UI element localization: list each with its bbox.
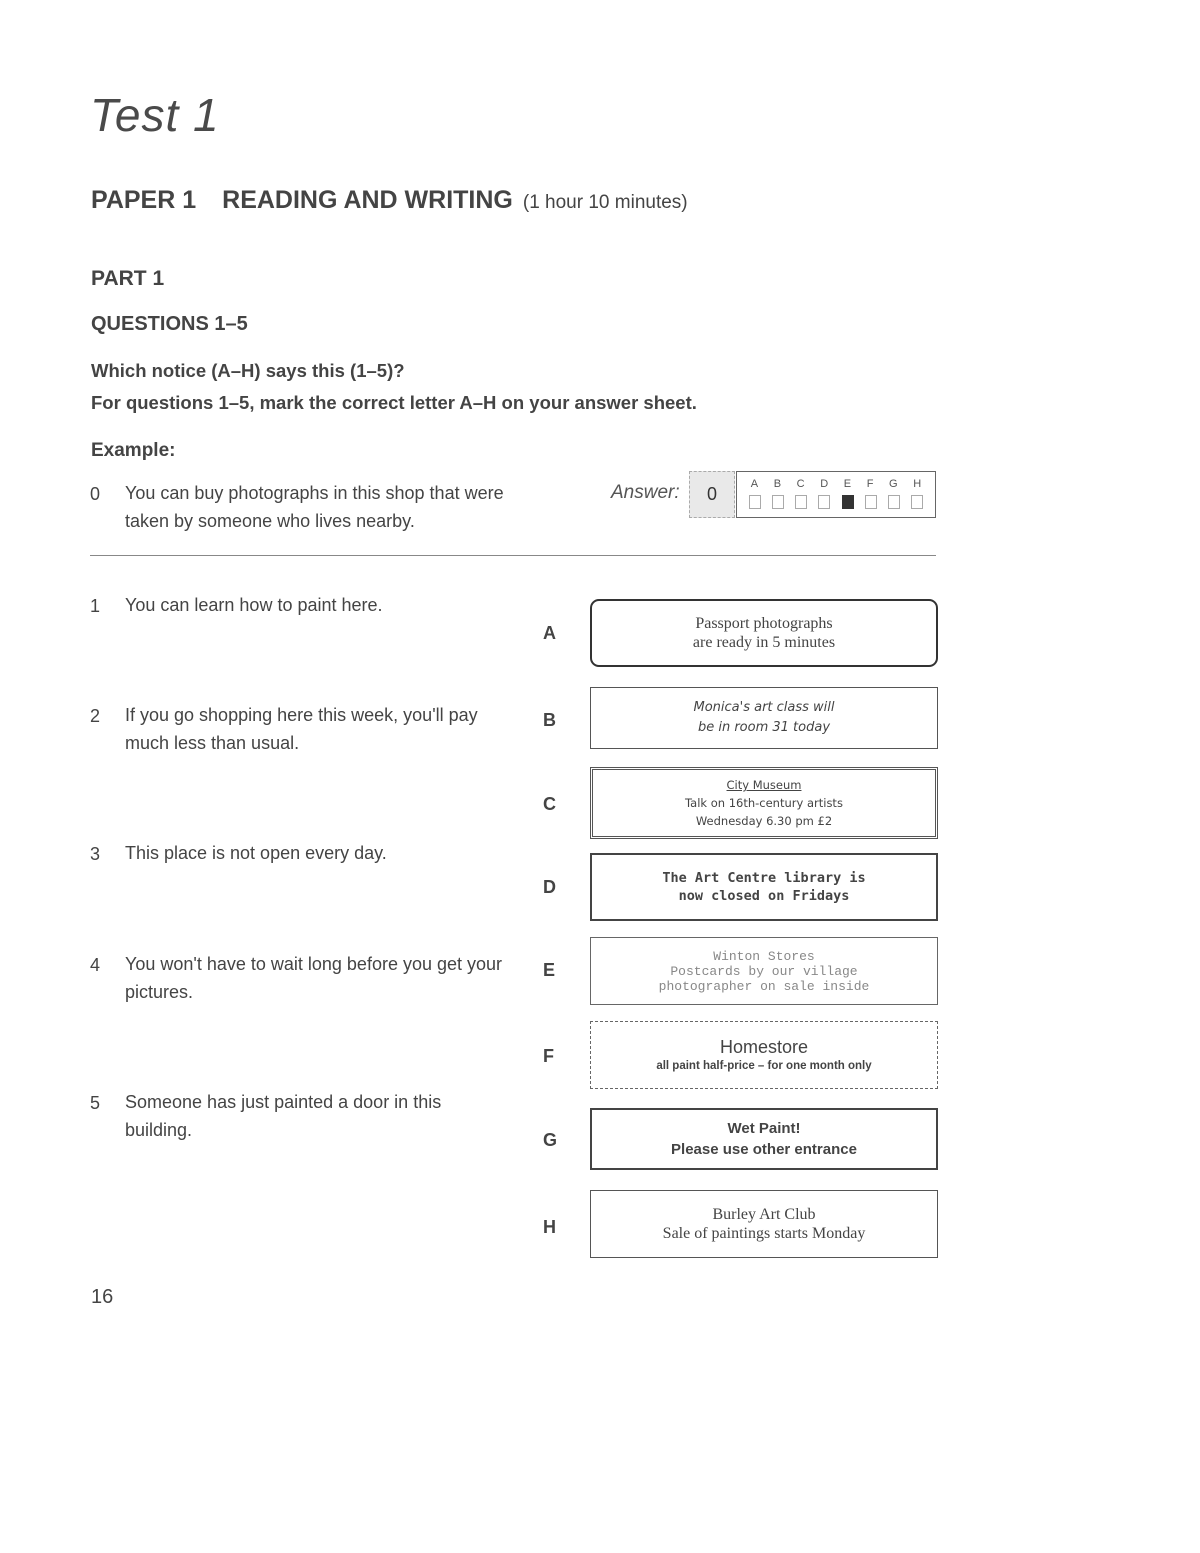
notice-letter-c: C — [543, 794, 556, 814]
answer-grid-letter-d: D — [820, 478, 829, 490]
answer-grid-letters — [737, 478, 935, 490]
notice-g-line-1: Wet Paint! — [727, 1120, 801, 1137]
question-text-5: Someone has just painted a door in this building. — [125, 1092, 442, 1140]
paper-heading — [91, 186, 688, 215]
answer-number-cell: 0 — [689, 471, 735, 518]
notice-a — [590, 599, 938, 667]
question-text-1: You can learn how to paint here. — [125, 595, 383, 615]
notice-e-line-3: photographer on sale inside — [658, 978, 870, 994]
example-number: 0 — [90, 484, 101, 504]
answer-grid-letter-g: G — [889, 478, 898, 490]
notice-e-line-2: Postcards by our village — [670, 963, 858, 979]
section-divider — [90, 555, 936, 556]
notice-b-line-1: Monica's art class will — [693, 700, 835, 715]
notice-letter-f: F — [543, 1046, 554, 1066]
paper-duration: (1 hour 10 minutes) — [522, 192, 688, 213]
answer-label: Answer: — [611, 482, 680, 503]
notice-g — [590, 1108, 938, 1170]
notice-d-line-1: The Art Centre library is — [662, 870, 866, 886]
notice-h-line-1: Burley Art Club — [712, 1206, 816, 1223]
answer-grid-box-e — [842, 495, 854, 509]
notice-d-line-2: now closed on Fridays — [678, 888, 850, 904]
example-label: Example: — [91, 440, 176, 461]
answer-grid-box-d — [818, 495, 830, 509]
notice-c-line-1: City Museum — [726, 778, 802, 792]
answer-grid-box-h — [911, 495, 923, 509]
notice-f-line-2: all paint half-price – for one month only — [656, 1060, 872, 1072]
answer-grid-box-a — [749, 495, 761, 509]
question-number-3: 3 — [90, 844, 101, 864]
question-text-2: If you go shopping here this week, you'll pay much less than usual. — [125, 705, 478, 753]
answer-grid-box-g — [888, 495, 900, 509]
notice-f — [590, 1021, 938, 1089]
answer-grid-box-c — [795, 495, 807, 509]
notice-e-line-1: Winton Stores — [713, 948, 815, 964]
notice-e — [590, 937, 938, 1005]
answer-grid-letter-e: E — [843, 478, 852, 490]
answer-grid-letter-h: H — [913, 478, 922, 490]
part-heading: PART 1 — [91, 267, 165, 290]
example-text: You can buy photographs in this shop that were taken by someone who lives nearby. — [125, 483, 504, 531]
questions-range-heading: QUESTIONS 1–5 — [91, 313, 248, 335]
notice-g-line-2: Please use other entrance — [671, 1141, 857, 1158]
notice-c-line-2: Talk on 16th-century artists — [685, 796, 843, 810]
instruction-line-1: Which notice (A–H) says this (1–5)? — [91, 360, 405, 381]
answer-grid-box-b — [772, 495, 784, 509]
notice-letter-a: A — [543, 623, 556, 643]
notice-h — [590, 1190, 938, 1258]
question-text-3: This place is not open every day. — [125, 843, 387, 863]
notice-c — [590, 767, 938, 839]
notice-letter-d: D — [543, 877, 556, 897]
notice-c-line-3: Wednesday 6.30 pm £2 — [695, 814, 833, 828]
answer-grid-letter-c: C — [796, 478, 805, 490]
notice-a-line-1: Passport photographs — [695, 615, 833, 632]
notice-b-line-2: be in room 31 today — [697, 720, 831, 735]
answer-grid-box-f — [865, 495, 877, 509]
test-title: Test 1 — [90, 89, 220, 141]
notice-d — [590, 853, 938, 921]
paper-title: READING AND WRITING — [222, 186, 513, 214]
answer-grid-letter-b: B — [773, 478, 782, 490]
question-text-4: You won't have to wait long before you get your pictures. — [125, 954, 503, 1002]
notice-h-line-2: Sale of paintings starts Monday — [662, 1225, 866, 1242]
question-number-2: 2 — [90, 706, 101, 726]
page-number: 16 — [91, 1286, 114, 1308]
paper-label: PAPER 1 — [91, 186, 197, 214]
notice-b — [590, 687, 938, 749]
answer-grid — [736, 471, 936, 518]
question-number-5: 5 — [90, 1093, 101, 1113]
question-number-4: 4 — [90, 955, 101, 975]
instruction-line-2: For questions 1–5, mark the correct letter A–H on your answer sheet. — [91, 392, 697, 413]
question-number-1: 1 — [90, 596, 101, 616]
notice-f-line-1: Homestore — [719, 1037, 809, 1057]
notice-letter-b: B — [543, 710, 556, 730]
answer-grid-letter-a: A — [750, 478, 759, 490]
notice-a-line-2: are ready in 5 minutes — [692, 634, 836, 651]
answer-grid-letter-f: F — [866, 478, 874, 490]
notice-letter-g: G — [543, 1130, 558, 1150]
notice-letter-h: H — [543, 1217, 556, 1237]
notice-letter-e: E — [543, 960, 556, 980]
answer-grid-boxes — [737, 495, 935, 509]
